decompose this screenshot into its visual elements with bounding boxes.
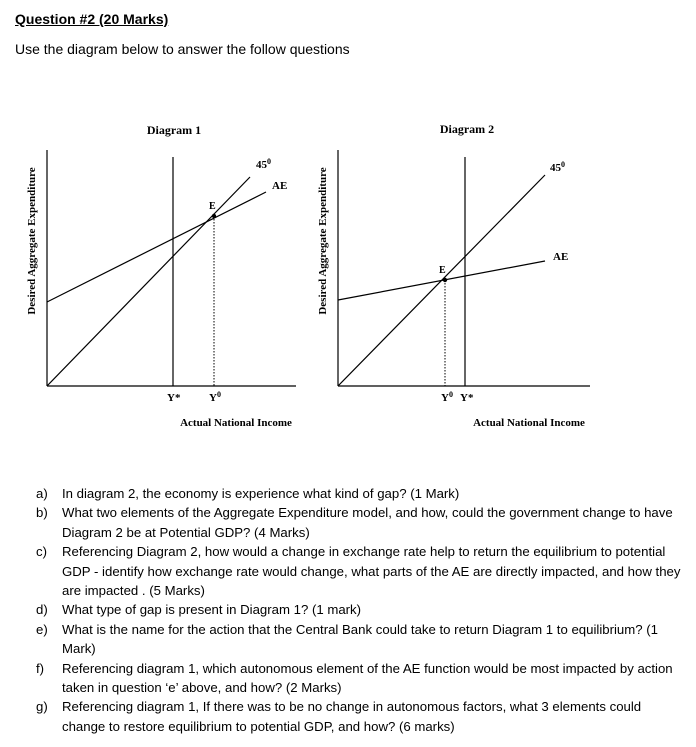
diagram-1-y0-label: $Y^0$ (209, 390, 221, 404)
diagram-2 (317, 122, 590, 429)
question-item (36, 484, 686, 503)
diagram-2-y0-label: $Y^0$ (441, 390, 453, 404)
diagram-1-ae-line (47, 192, 266, 302)
question-text: Referencing diagram 1, which autonomous element of the AE function would be most impacted by action taken in question ‘e’ above, and how? (2 Marks) (62, 660, 673, 696)
question-text: Referencing diagram 1, If there was to be no change in autonomous factors, what 3 elements could change to restore equilibrium to potential GDP, and how? (6 marks) (62, 699, 642, 734)
diagram-2-45-label: $45^0$ (550, 160, 565, 174)
diagram-1-title: Diagram 1 (146, 123, 202, 137)
question-label: d) (36, 602, 48, 618)
diagram-1 (26, 123, 296, 429)
diagram-2-y-axis-label: Desired Aggregate Expenditure (317, 167, 329, 315)
question-item (36, 659, 686, 698)
diagram-2-ystar-label: Y* (460, 392, 474, 404)
question-title: Question #2 (20 Marks) (15, 11, 169, 27)
diagram-1-45-label: $45^0$ (256, 157, 271, 171)
diagram-2-e-label: E (439, 265, 446, 276)
question-text: Referencing Diagram 2, how would a change in exchange rate help to return the equilibrium to potential GDP - identify how exchange rate would change, what parts of the AE are directly impacted, and how they are impacted . (5 Marks) (62, 544, 681, 599)
question-label: a) (36, 486, 48, 501)
question-label: e) (36, 621, 48, 637)
question-item (36, 600, 686, 619)
question-label: f) (36, 660, 45, 676)
question-text: What type of gap is present in Diagram 1? (1 mark) (62, 602, 362, 618)
question-item (36, 542, 686, 600)
diagram-1-y-axis-label: Desired Aggregate Expenditure (26, 167, 38, 315)
question-text: In diagram 2, the economy is experience what kind of gap? (1 Mark) (62, 486, 460, 501)
question-item (36, 620, 686, 659)
diagram-2-x-axis-label: Actual National Income (473, 417, 585, 429)
diagram-1-45-degree-line (47, 177, 250, 386)
question-label: c) (36, 544, 47, 560)
diagram-1-ystar-label: Y* (167, 392, 181, 404)
question-label: b) (36, 505, 48, 521)
question-text: What is the name for the action that the Central Bank could take to return Diagram 1 to equilibrium? (1 Mark) (62, 621, 658, 657)
question-item (36, 503, 686, 542)
question-item (36, 697, 686, 736)
question-list (36, 484, 686, 736)
diagram-1-e-label: E (209, 201, 216, 212)
question-label: g) (36, 699, 48, 715)
diagram-1-x-axis-label: Actual National Income (180, 417, 292, 429)
instructions: Use the diagram below to answer the follow questions (15, 41, 350, 57)
diagram-2-title: Diagram 2 (439, 122, 495, 136)
question-text: What two elements of the Aggregate Expenditure model, and how, could the government change to have Diagram 2 be at Potential GDP? (4 Marks) (62, 505, 673, 540)
diagram-2-equilibrium-point (443, 278, 447, 282)
diagram-1-equilibrium-point (212, 214, 216, 218)
diagram-2-ae-label: AE (553, 251, 569, 263)
diagram-1-ae-label: AE (272, 180, 288, 192)
